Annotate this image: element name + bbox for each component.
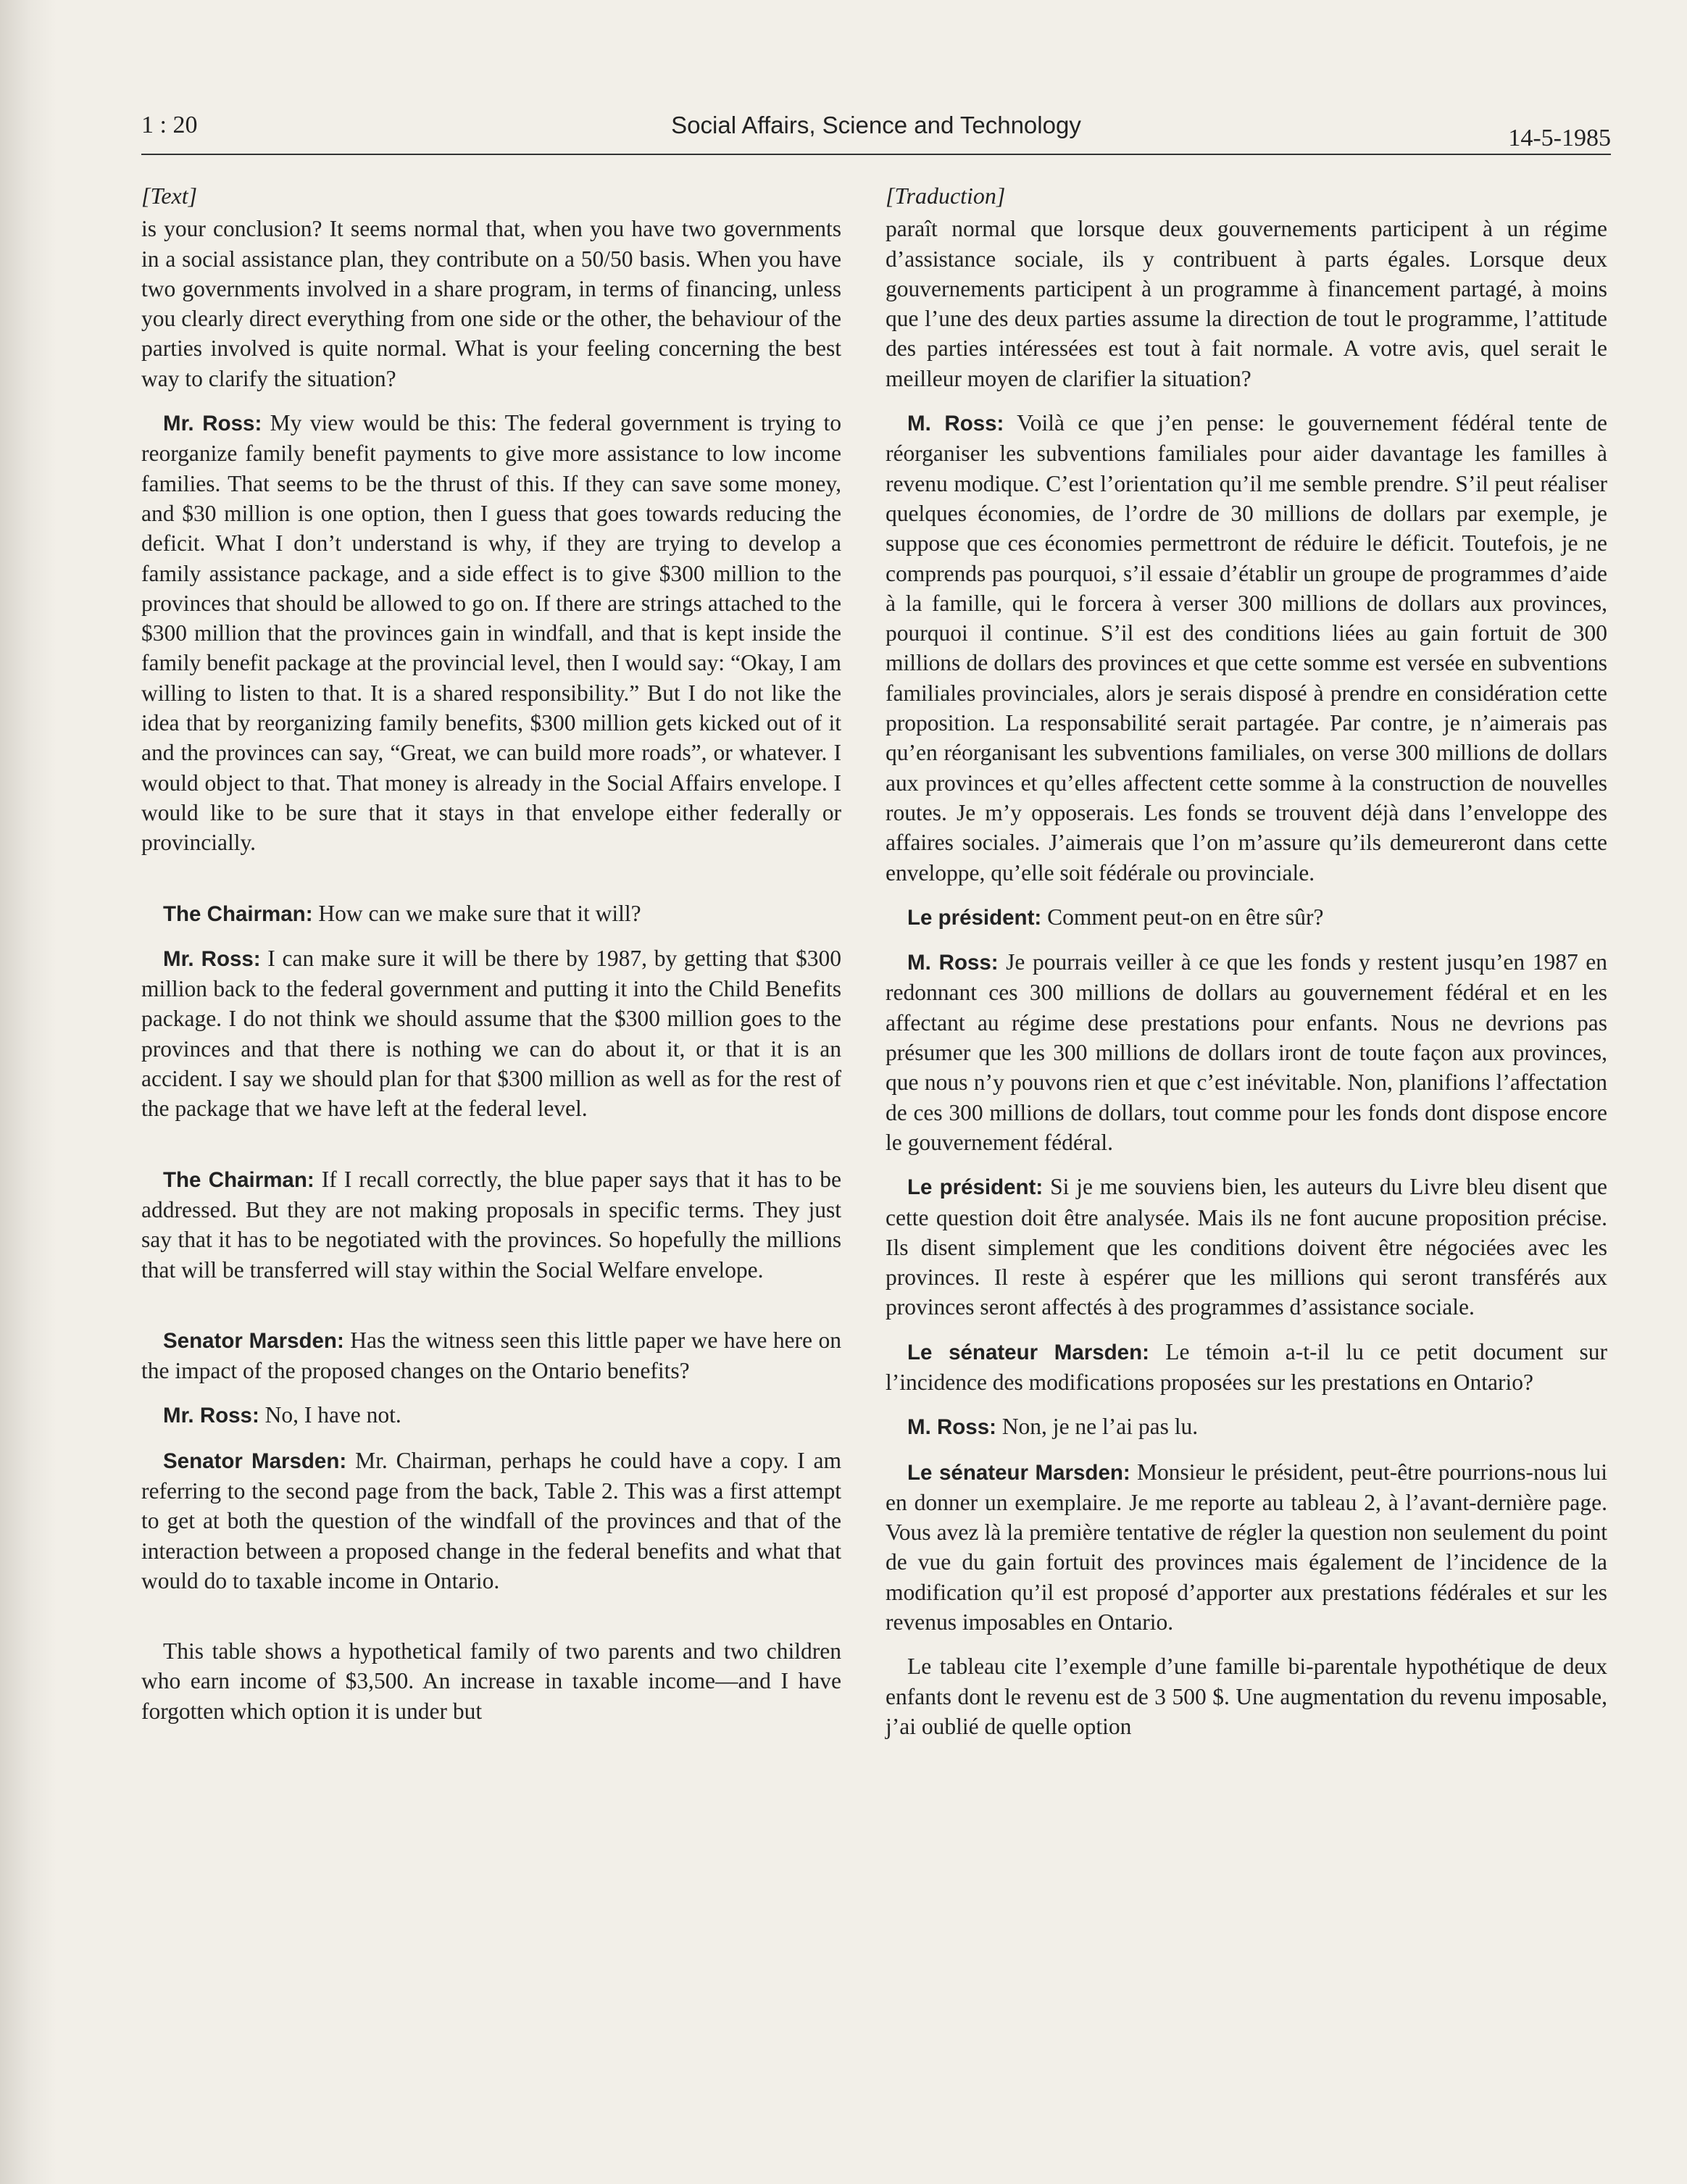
english-column xyxy=(141,181,841,1741)
speaker-name: M. Ross: xyxy=(907,951,999,975)
speaker-name: Le président: xyxy=(907,1175,1044,1200)
page-date: 14-5-1985 xyxy=(1508,125,1611,151)
traduction-marker: [Traduction] xyxy=(886,183,1006,209)
paragraph: M. Ross: Voilà ce que j’en pense: le gouvernement fédéral tente de réorganiser les subventions familiales pour aider davantage les familles à revenu modique. C’est l’orientation qu’il me semble prendre. S’il peut réaliser quelques économies, de l’ordre de 30 millions de dollars par exemple, je suppose que ces économies permettront de réduire le déficit. Toutefois, je ne comprends pas pourquoi, s’il essaie d’établir un groupe de programmes d’aide à la famille, qui le forcera à verser 300 millions de dollars aux provinces, pourquoi il continue. S’il est des conditions liées au gain fortuit de 300 millions de dollars des provinces et que cette somme est versée en subventions familiales provinciales, alors je serais disposé à prendre en considération cette proposition. La responsabilité serait partagée. Par contre, je n’aimerais pas qu’en réorganisant les subventions familiales, on verse 300 millions de dollars aux provinces et qu’elles affectent cette somme à la construction de nouvelles routes. Je m’y opposerais. Les fonds se trouvent déjà dans l’enveloppe des affaires sociales. J’aimerais que l’on m’assure qu’ils demeureront dans cette enveloppe, qu’elle soit fédérale ou provinciale. xyxy=(886,410,1607,885)
paragraph: M. Ross: Je pourrais veiller à ce que les fonds y restent jusqu’en 1987 en redonnant ces 300 millions de dollars au gouvernement fédéral et en les affectant au régime dese prestations pour enfants. Nous ne devrions pas présumer que les 300 millions de dollars iront de toute façon aux provinces, que nous n’y pouvons rien et que c’est inévitable. Non, planifions l’affectation de ces 300 millions de dollars, tout comme pour les fonds dont dispose encore le gouvernement fédéral. xyxy=(886,949,1607,1155)
speaker-name: Senator Marsden: xyxy=(163,1449,347,1473)
paragraph: Le président: Comment peut-on en être sûr? xyxy=(907,904,1324,930)
speaker-name: Senator Marsden: xyxy=(163,1328,344,1353)
page-number: 1 : 20 xyxy=(141,112,198,138)
paragraph: The Chairman: How can we make sure that it will? xyxy=(163,900,641,926)
speaker-name: M. Ross: xyxy=(907,412,1004,436)
page-binding-shadow xyxy=(0,0,57,2184)
page-title: Social Affairs, Science and Technology xyxy=(671,112,1081,138)
paragraph: paraît normal que lorsque deux gouvernements participent à un régime d’assistance sociale, ils y contribuent à parts égales. Lorsque deux gouvernements participent à un programme à financement partagé, à moins que l’une des deux parties assume la direction de tout le programme, l’attitude des parties intéressées est tout à fait normale. A votre avis, quel serait le meilleur moyen de clarifier la situation? xyxy=(886,216,1607,391)
paragraph: Mr. Ross: My view would be this: The federal government is trying to reorganize family benefit payments to give more assistance to low income families. That seems to be the thrust of this. If they can save some money, and $30 million is one option, then I guess that goes towards reducing the deficit. What I don’t understand is why, if they are trying to develop a family assistance package, and a side effect is to give $300 million to the provinces that should be allowed to go on. If there are strings attached to the $300 million that the provinces gain in windfall, and that is kept inside the family benefit package at the provincial level, then I would say: “Okay, I am willing to listen to that. It is a shared responsibility.” But I do not like the idea that by reorganizing family benefits, $300 million gets kicked out of it and the provinces can say, “Great, we can build more roads”, or whatever. I would object to that. That money is already in the Social Affairs envelope. I would like to be sure that it stays in that envelope either federally or provincially. xyxy=(141,410,841,856)
text-marker: [Text] xyxy=(141,183,198,209)
speaker-name: Mr. Ross: xyxy=(163,946,261,971)
paragraph: Le président: Si je me souviens bien, les auteurs du Livre bleu disent que cette question doit être analysée. Mais ils ne font aucune proposition précise. Ils disent simplement que les conditions doivent être négociées avec les provinces. Il reste à espérer que les millions qui seront transférés aux provinces seront affectés à des programmes d’assistance sociale. xyxy=(886,1174,1607,1320)
speaker-name: Le président: xyxy=(907,905,1042,930)
page-header xyxy=(141,109,1611,155)
paragraph: Mr. Ross: I can make sure it will be there by 1987, by getting that $300 million back to the federal government and putting it into the Child Benefits package. I do not think we should assume that the $300 million goes to the provinces and that there is nothing we can do about it, or that it is an accident. I say we should plan for that $300 million as well as for the rest of the package that we have left at the federal level. xyxy=(141,945,842,1122)
speaker-name: The Chairman: xyxy=(163,1167,315,1192)
speaker-name: Mr. Ross: xyxy=(163,1404,259,1428)
speaker-name: The Chairman: xyxy=(163,901,313,926)
paragraph: Senator Marsden: Mr. Chairman, perhaps he could have a copy. I am referring to the second page from the back, Table 2. This was a first attempt to get at both the question of the windfall of the provinces and that of the interaction between a proposed change in the federal benefits and what that would do to taxable income in Ontario. xyxy=(141,1447,841,1593)
paragraph: Senator Marsden: Has the witness seen this little paper we have here on the impact of the proposed changes on the Ontario benefits? xyxy=(141,1327,841,1384)
paragraph: Le tableau cite l’exemple d’une famille bi-parentale hypothétique de deux enfants dont le revenu est de 3 500 $. Une augmentation du revenu imposable, j’ai oublié de quelle option xyxy=(886,1654,1607,1739)
paragraph: M. Ross: Non, je ne l’ai pas lu. xyxy=(907,1414,1199,1440)
paragraph: Le sénateur Marsden: Monsieur le président, peut-être pourrions-nous lui en donner un exemplaire. Je me reporte au tableau 2, à l’avant-dernière page. Vous avez là la première tentative de régler la question non seulement du point de vue du gain fortuit des provinces mais également de l’incidence de la modification qu’il est proposé d’apporter aux prestations fédérales et sur les revenus imposables en Ontario. xyxy=(886,1459,1607,1635)
paragraph: Le sénateur Marsden: Le témoin a-t-il lu ce petit document sur l’incidence des modifications proposées sur les prestations en Ontario? xyxy=(886,1338,1607,1395)
speaker-name: Le sénateur Marsden: xyxy=(907,1460,1130,1485)
paragraph: is your conclusion? It seems normal that, when you have two governments in a social assistance plan, they contribute on a 50/50 basis. When you have two governments involved in a share program, in terms of financing, unless you clearly direct everything from one side or the other, the behaviour of the parties involved is quite normal. What is your feeling concerning the best way to clarify the situation? xyxy=(141,216,841,391)
speaker-name: Le sénateur Marsden: xyxy=(907,1340,1149,1364)
paragraph: The Chairman: If I recall correctly, the blue paper says that it has to be addressed. But they are not making proposals in specific terms. They just say that it has to be negotiated with the provinces. So hopefully the millions that will be transferred will stay within the Social Welfare envelope. xyxy=(141,1166,842,1283)
paragraph: This table shows a hypothetical family of two parents and two children who earn income of $3,500. An increase in taxable income—and I have forgotten which option it is under but xyxy=(141,1638,841,1724)
paragraph: Mr. Ross: No, I have not. xyxy=(163,1402,401,1428)
french-column xyxy=(886,181,1607,1756)
speaker-name: Mr. Ross: xyxy=(163,412,262,436)
speaker-name: M. Ross: xyxy=(907,1415,996,1440)
